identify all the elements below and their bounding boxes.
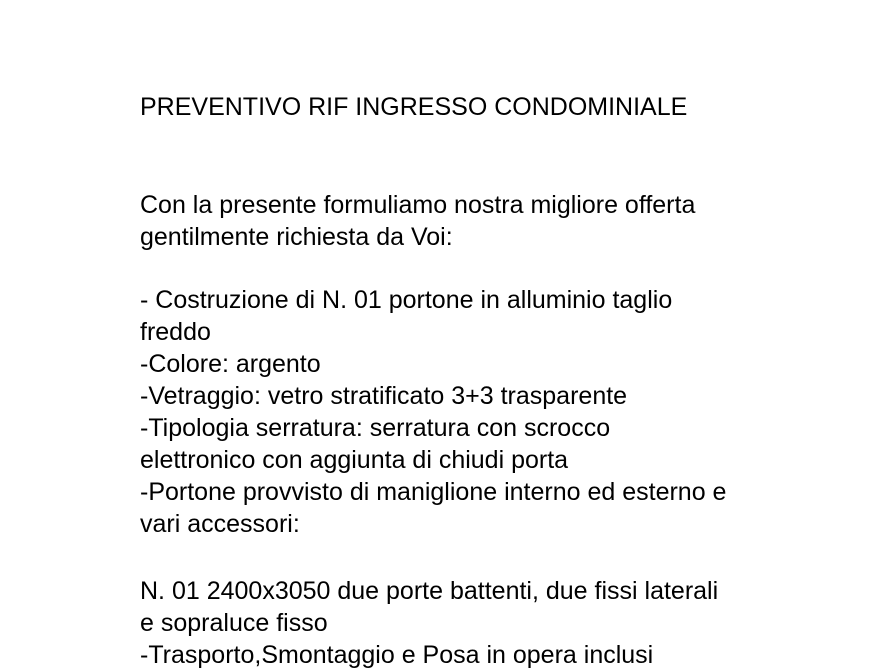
specs-list bbox=[140, 284, 726, 540]
spec-line: freddo bbox=[140, 318, 211, 346]
dimension-line: N. 01 2400x3050 due porte battenti, due fissi laterali bbox=[140, 577, 719, 605]
spec-line: - Costruzione di N. 01 portone in alluminio taglio bbox=[140, 286, 673, 314]
intro-paragraph bbox=[140, 189, 695, 253]
dimension-line: -Trasporto,Smontaggio e Posa in opera inclusi bbox=[140, 641, 654, 669]
spec-line: -Portone provvisto di maniglione interno ed esterno e bbox=[140, 478, 727, 506]
spec-line: -Vetraggio: vetro stratificato 3+3 trasparente bbox=[140, 382, 628, 410]
spec-line: vari accessori: bbox=[140, 510, 300, 538]
intro-line: Con la presente formuliamo nostra migliore offerta bbox=[140, 191, 696, 219]
spec-line: elettronico con aggiunta di chiudi porta bbox=[140, 446, 569, 474]
dimension-line: e sopraluce fisso bbox=[140, 609, 328, 637]
dimensions-list bbox=[140, 575, 718, 670]
spec-line: -Tipologia serratura: serratura con scrocco bbox=[140, 414, 611, 442]
intro-line: gentilmente richiesta da Voi: bbox=[140, 223, 453, 251]
document-title: PREVENTIVO RIF INGRESSO CONDOMINIALE bbox=[140, 93, 688, 121]
spec-line: -Colore: argento bbox=[140, 350, 321, 378]
